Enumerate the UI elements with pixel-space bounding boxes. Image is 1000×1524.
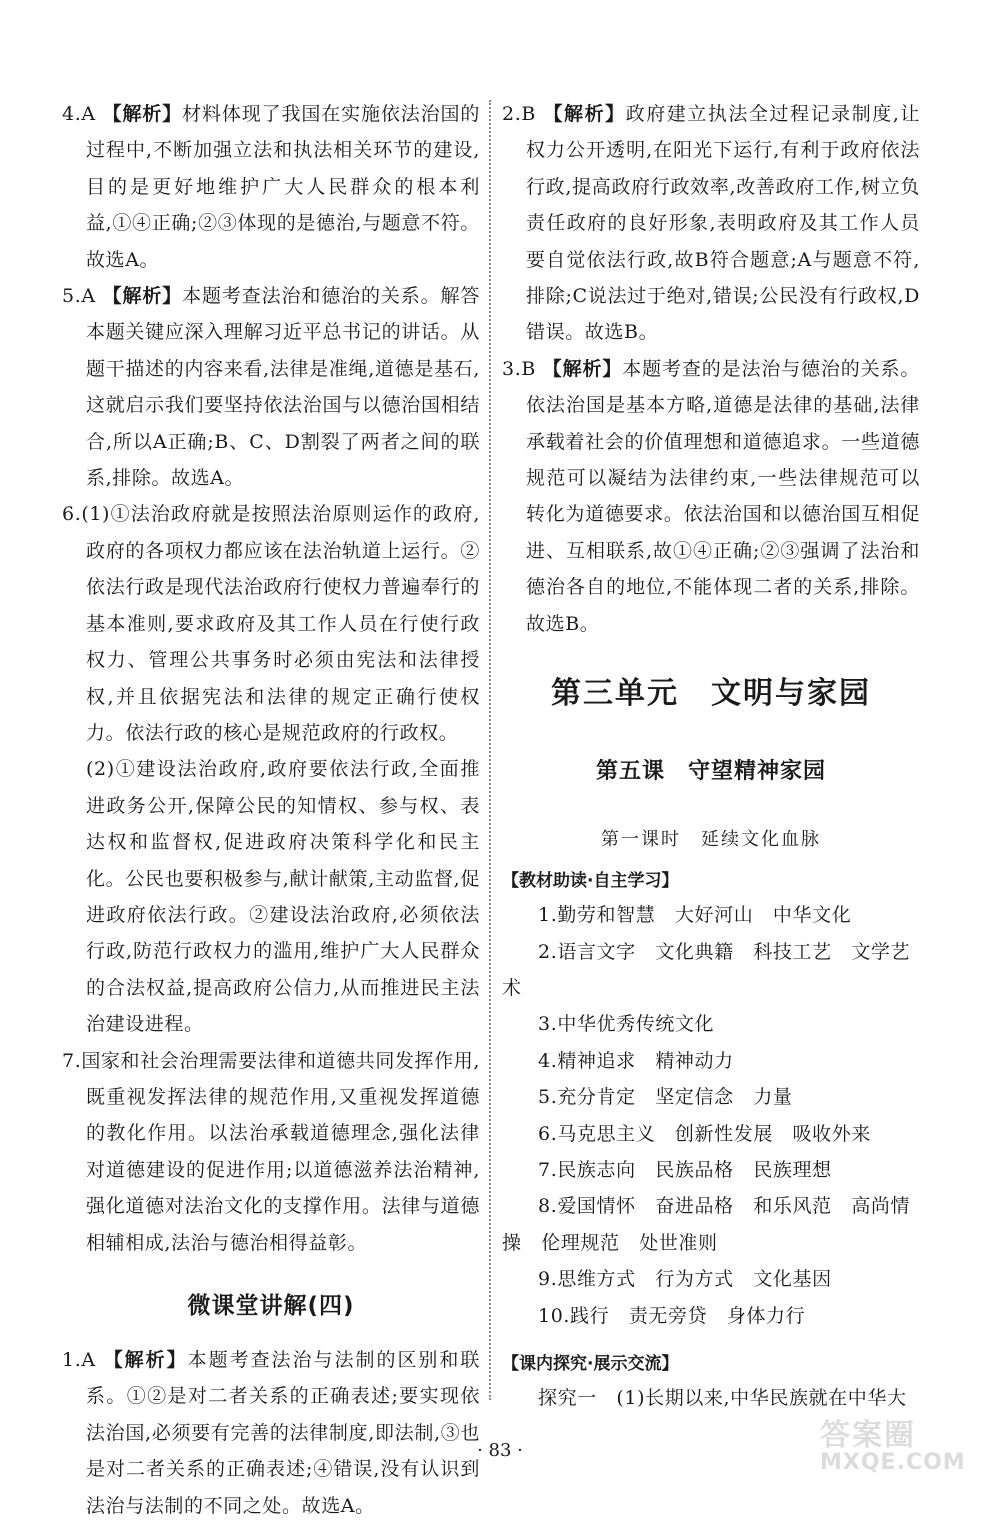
watermark-logo: [820, 1410, 990, 1480]
list-item: 8.爱国情怀 奋进品格 和乐风范 高尚情操 伦理规范 处世准则: [502, 1195, 911, 1254]
analysis-tag: 【解析】: [102, 103, 183, 125]
analysis-tag: 【解析】: [103, 1349, 188, 1371]
list-item: 5.充分肯定 坚定信念 力量: [538, 1086, 793, 1109]
analysis-tag: 【解析】: [542, 357, 623, 380]
answer-6-part2: (2)①建设法治政府,政府要依法行政,全面推进政务公开,保障公民的知情权、参与权、表达权和监督权,促进政府决策科学化和民主化。公民也要积极参与,献计献策,主动监督,促进政府依法行政。②建设法治政府,必须依法行政,防范行政权力的滥用,维护广大人民群众的合法权益,提高政府公信力,从而推进民主法治建设进程。: [86, 758, 480, 1036]
answer-7: 7.国家和社会治理需要法律和道德共同发挥作用,既重视发挥法律的规范作用,又重视发挥道德的教化作用。以法治承载道德理念,强化法律对道德建设的促进作用;以道德滋养法治精神,强化道德对法治文化的支撑作用。法律与道德相辅相成,法治与德治相得益彰。: [62, 1049, 480, 1254]
list-item: 9.思维方式 行为方式 文化基因: [538, 1268, 832, 1291]
lesson-title: 第五课 守望精神家园: [595, 759, 826, 785]
list-item: 2.语言文字 文化典籍 科技工艺 文学艺术: [502, 940, 911, 999]
left-column: [62, 96, 480, 1524]
watermark-text-bottom: MXQE.COM: [820, 1450, 966, 1475]
explore-header: 【课内探究·展示交流】: [502, 1353, 679, 1374]
micro-answer-1: 1.A 【解析】本题考查法治与法制的区别和联系。①②是对二者关系的正确表述;要实现依法治国,必须要有完善的法律制度,即法制,③也是对二者关系的正确表述;④错误,没有认识到法治与法制的不同之处。故选A。: [62, 1349, 481, 1517]
list-item: 10.践行 责无旁贷 身体力行: [538, 1304, 806, 1327]
page-number: · 83 ·: [477, 1440, 523, 1461]
watermark-text-top: 答案圈: [820, 1418, 916, 1453]
answer-4: 4.A 【解析】材料体现了我国在实施依法治国的过程中,不断加强立法和执法相关环节的建设,目的是更好地维护广大人民群众的根本利益,①④正确;②③体现的是德治,与题意不符。故选A。: [62, 103, 480, 271]
list-item: 4.精神追求 精神动力: [538, 1049, 734, 1072]
period-title: 第一课时 延续文化血脉: [601, 829, 821, 851]
list-item: 6.马克思主义 创新性发展 吸收外来: [538, 1122, 871, 1145]
analysis-tag: 【解析】: [102, 285, 183, 308]
column-divider: [489, 100, 491, 1400]
unit-title: 第三单元 文明与家园: [551, 676, 871, 712]
list-item: 3.中华优秀传统文化: [538, 1013, 715, 1036]
right-column: [502, 96, 920, 1416]
micro-answer-3: 3.B 【解析】本题考查的是法治与德治的关系。依法治国是基本方略,道德是法律的基础,法律承载着社会的价值理想和道德追求。一些道德规范可以凝结为法律约束,一些法律规范可以转化为道德要求。依法治国和以德治国互相促进、互相联系,故①④正确;②③强调了法治和德治各自的地位,不能体现二者的关系,排除。故选B。: [502, 357, 920, 635]
study-list: [502, 897, 920, 1334]
section-title: 微课堂讲解(四): [187, 1293, 355, 1319]
micro-answer-2: 2.B 【解析】政府建立执法全过程记录制度,让权力公开透明,在阳光下运行,有利于政府依法行政,提高政府行政效率,改善政府工作,树立负责任政府的良好形象,表明政府及其工作人员要自觉依法行政,故B符合题意;A与题意不符,排除;C说法过于绝对,错误;公民没有行政权,D错误。故选B。: [502, 103, 921, 344]
analysis-tag: 【解析】: [543, 103, 626, 125]
list-item: 1.勤劳和智慧 大好河山 中华文化: [538, 904, 852, 927]
answer-5: 5.A 【解析】本题考查法治和德治的关系。解答本题关键应深入理解习近平总书记的讲话。从题干描述的内容来看,法律是准绳,道德是基石,这就启示我们要坚持依法治国与以德治国相结合,所以A正确;B、C、D割裂了两者之间的联系,排除。故选A。: [62, 285, 480, 490]
explore-text: 探究一 (1)长期以来,中华民族就在中华大: [538, 1386, 907, 1409]
study-header: 【教材助读·自主学习】: [502, 871, 679, 892]
list-item: 7.民族志向 民族品格 民族理想: [538, 1158, 832, 1181]
answer-6-part1: 6.(1)①法治政府就是按照法治原则运作的政府,政府的各项权力都应该在法治轨道上运行。②依法行政是现代法治政府行使权力普遍奉行的基本准则,要求政府及其工作人员在行使行政权力、管理公共事务时必须由宪法和法律授权,并且依据宪法和法律的规定正确行使权力。依法行政的核心是规范政府的行政权。: [62, 503, 480, 744]
